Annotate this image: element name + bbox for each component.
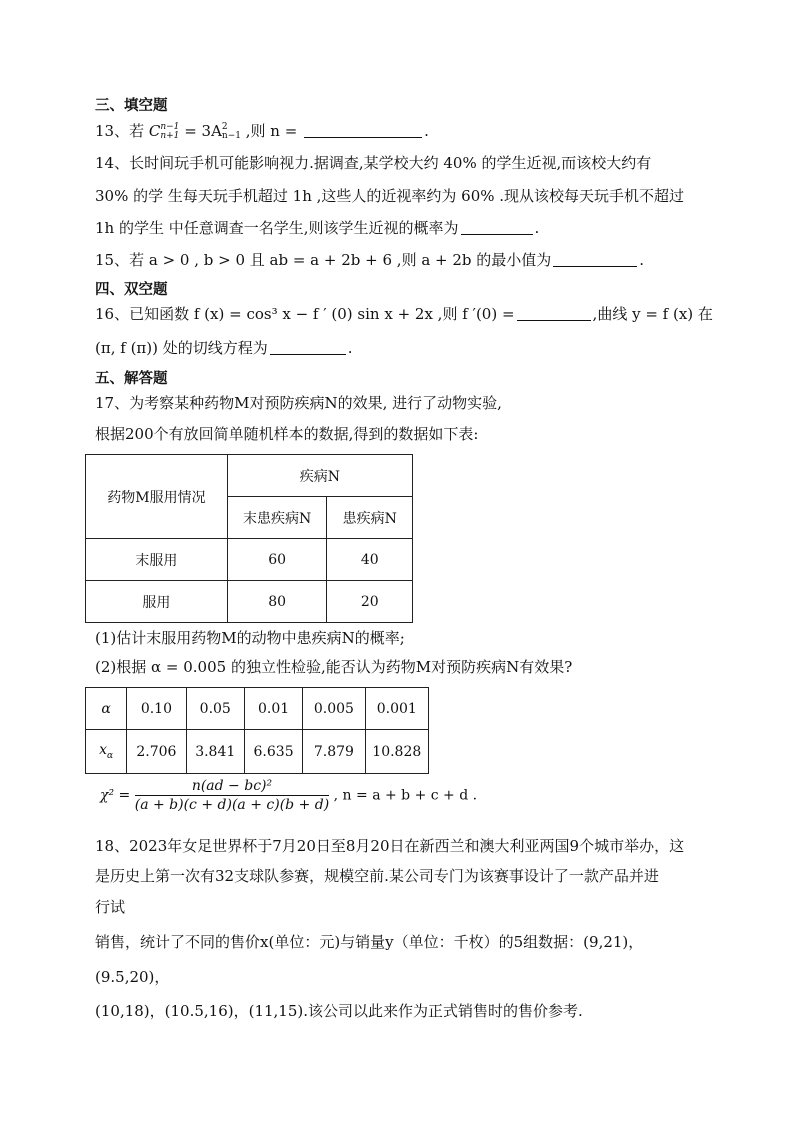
q13-prefix: 13、若: [95, 122, 149, 140]
q16-answer-blank-2[interactable]: [270, 339, 346, 355]
section-3-heading: 三、填空题: [95, 98, 168, 114]
q15-text: 15、若 a > 0 , b > 0 且 ab = a + 2b + 6 ,则 a + 2b 的最小值为: [95, 251, 552, 269]
q18-line-1: 18、2023年女足世界杯于7月20日至8月20日在新西兰和澳大利亚两国9个城市举办，这: [95, 837, 685, 855]
q16-line-2: [95, 338, 353, 358]
column-header-ill: 患疾病N: [327, 497, 413, 539]
table-row: [86, 539, 413, 581]
q18-line-5: (9.5,20)，: [95, 968, 170, 986]
table-row: [86, 730, 429, 774]
question-13: [95, 121, 429, 141]
row-header-cell: 药物M服用情况: [86, 455, 228, 539]
formula-lhs: χ² =: [100, 787, 131, 804]
table-cell: 20: [327, 581, 413, 623]
critical-value-table: [85, 687, 429, 774]
x-alpha-label: $x_\alpha$: [86, 730, 127, 774]
column-group-header: 疾病N: [227, 455, 412, 497]
table-cell: 7.879: [303, 730, 365, 774]
row-label: 末服用: [86, 539, 228, 581]
table-cell: 0.05: [186, 688, 244, 730]
q16-answer-blank-1[interactable]: [517, 305, 591, 321]
formula-tail: , n = a + b + c + d .: [333, 787, 478, 804]
q14-line-3: [95, 218, 539, 238]
table-cell: 60: [227, 539, 327, 581]
table-cell: 0.005: [303, 688, 365, 730]
q15-answer-blank[interactable]: [553, 251, 637, 267]
q18-line-4: 销售，统计了不同的售价x(单位：元)与销量y（单位：千枚）的5组数据：(9,21)，: [95, 933, 644, 951]
table-row: [86, 688, 429, 730]
row-label: 服用: [86, 581, 228, 623]
q17-part-2: (2)根据 α = 0.005 的独立性检验,能否认为药物M对预防疾病N有效果?: [95, 658, 573, 676]
q16-line-1: [95, 304, 713, 324]
q16-line-1-text: 16、已知函数 f (x) = cos³ x − f ′ (0) sin x + 2x ,则 f ′(0) =: [95, 305, 515, 323]
table-cell: 2.706: [127, 730, 186, 774]
q17-part-1: (1)估计末服用药物M的动物中患疾病N的概率;: [95, 629, 405, 647]
table-cell: 0.01: [244, 688, 302, 730]
q16-line-2-text: (π, f (π)) 处的切线方程为: [95, 339, 268, 357]
q17-line-2: 根据200个有放回简单随机样本的数据,得到的数据如下表:: [95, 425, 479, 443]
table-cell: 0.001: [365, 688, 428, 730]
q14-answer-blank[interactable]: [461, 219, 533, 235]
q16-line-1-tail: ,曲线 y = f (x) 在: [592, 305, 713, 323]
formula-denominator: (a + b)(c + d)(a + c)(b + d): [134, 797, 330, 813]
section-5-heading: 五、解答题: [95, 371, 168, 387]
table-cell: 40: [327, 539, 413, 581]
chi-square-formula: [100, 778, 477, 813]
q13-combination: C n−1 n+1: [148, 122, 180, 141]
q16-end: .: [347, 339, 353, 357]
q13-tail: ,则 n =: [240, 122, 303, 140]
column-header-not-ill: 末患疾病N: [227, 497, 327, 539]
alpha-label: α: [86, 688, 127, 730]
table-cell: 3.841: [186, 730, 244, 774]
q15-end: .: [639, 251, 645, 269]
q18-line-2: 是历史上第一次有32支球队参赛，规模空前.某公司专门为该赛事设计了一款产品并进: [95, 867, 659, 885]
q14-line-3-text: 1h 的学生 中任意调查一名学生,则该学生近视的概率为: [95, 219, 459, 237]
q17-line-1: 17、为考察某种药物M对预防疾病N的效果, 进行了动物实验,: [95, 394, 502, 412]
question-15: [95, 250, 644, 270]
q18-line-6: (10,18)，(10.5,16)，(11,15).该公司以此来作为正式销售时的售价参考.: [95, 1002, 583, 1020]
formula-numerator: n(ad − bc)²: [135, 778, 329, 796]
q13-end: .: [424, 122, 429, 140]
q13-arrangement-indices: 2 n−1: [221, 122, 241, 141]
table-cell: 0.10: [127, 688, 186, 730]
section-4-heading: 四、双空题: [95, 282, 168, 298]
table-cell: 6.635: [244, 730, 302, 774]
table-cell: 10.828: [365, 730, 428, 774]
q14-line-1: 14、长时间玩手机可能影响视力.据调查,某学校大约 40% 的学生近视,而该校大约有: [95, 154, 652, 172]
table-cell: 80: [227, 581, 327, 623]
q14-end: .: [534, 219, 540, 237]
q13-answer-blank[interactable]: [304, 122, 422, 138]
q13-equals: = 3A: [179, 122, 222, 140]
q18-line-3: 行试: [95, 898, 126, 916]
table-row: [86, 581, 413, 623]
q14-line-2: 30% 的学 生每天玩手机超过 1h ,这些人的近视率约为 60% .现从该校每天玩手机不超过: [95, 187, 685, 205]
formula-fraction: [135, 778, 329, 813]
contingency-table: [85, 454, 413, 623]
